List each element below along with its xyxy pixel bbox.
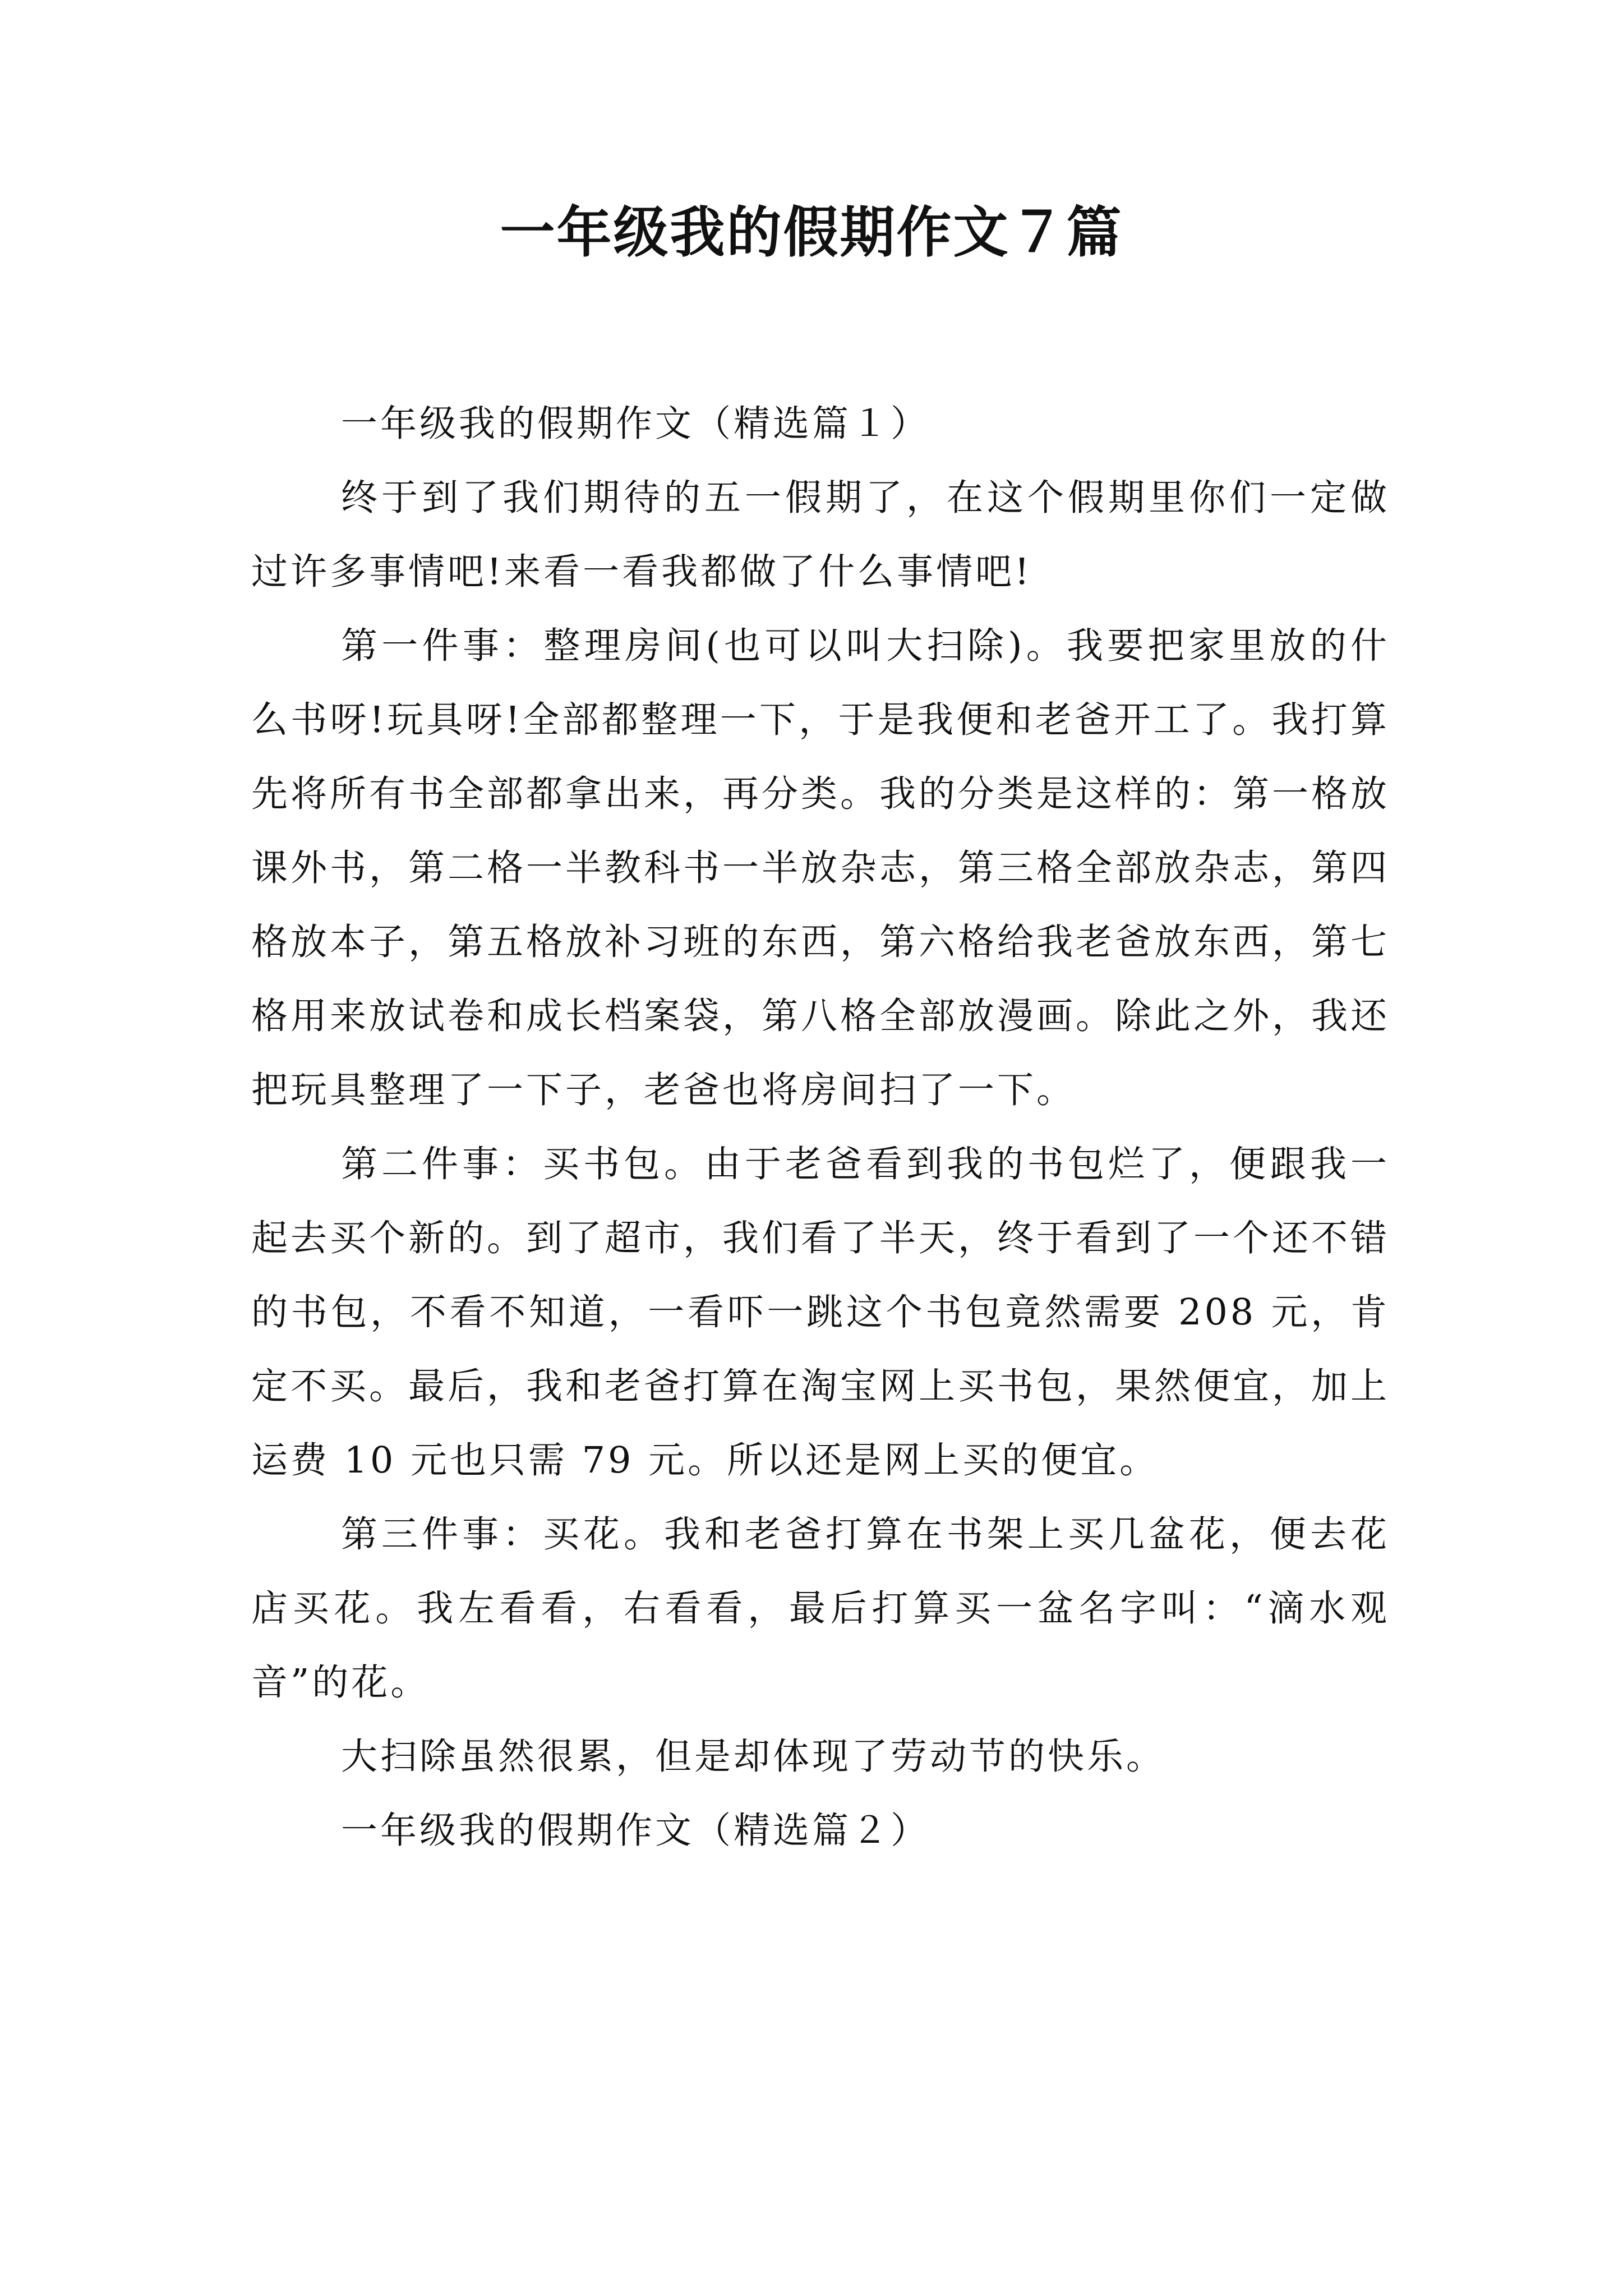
paragraph-first-task: 第一件事：整理房间(也可以叫大扫除)。我要把家里放的什么书呀!玩具呀!全部都整理一下，于是我便和老爸开工了。我打算先将所有书全部都拿出来，再分类。我的分类是这样的：第一格放课外书，第二格一半教科书一半放杂志，第三格全部放杂志，第四格放本子，第五格放补习班的东西，第六格给我老爸放东西，第七格用来放试卷和成长档案袋，第八格全部放漫画。除此之外，我还把玩具整理了一下子，老爸也将房间扫了一下。 [251,625,1390,1111]
document-title: 一年级我的假期作文７篇 [500,200,1123,265]
document-body [251,387,1390,1868]
paragraph-conclusion: 大扫除虽然很累，但是却体现了劳动节的快乐。 [341,1736,1166,1778]
paragraph-second-task: 第二件事：买书包。由于老爸看到我的书包烂了，便跟我一起去买个新的。到了超市，我们看了半天，终于看到了一个还不错的书包，不看不知道，一看吓一跳这个书包竟然需要 208 元，肯定不买。最后，我和老爸打算在淘宝网上买书包，果然便宜，加上运费 10 元也只需 79 元。所以还是网上买的便宜。 [251,1143,1390,1481]
paragraph-intro: 终于到了我们期待的五一假期了，在这个假期里你们一定做过许多事情吧!来看一看我都做了什么事情吧! [251,477,1390,593]
paragraph-third-task: 第三件事：买花。我和老爸打算在书架上买几盆花，便去花店买花。我左看看，右看看，最后打算买一盆名字叫：“滴水观音”的花。 [251,1513,1390,1704]
section-heading-1: 一年级我的假期作文（精选篇１） [341,403,930,445]
section-heading-2: 一年级我的假期作文（精选篇２） [341,1810,930,1852]
